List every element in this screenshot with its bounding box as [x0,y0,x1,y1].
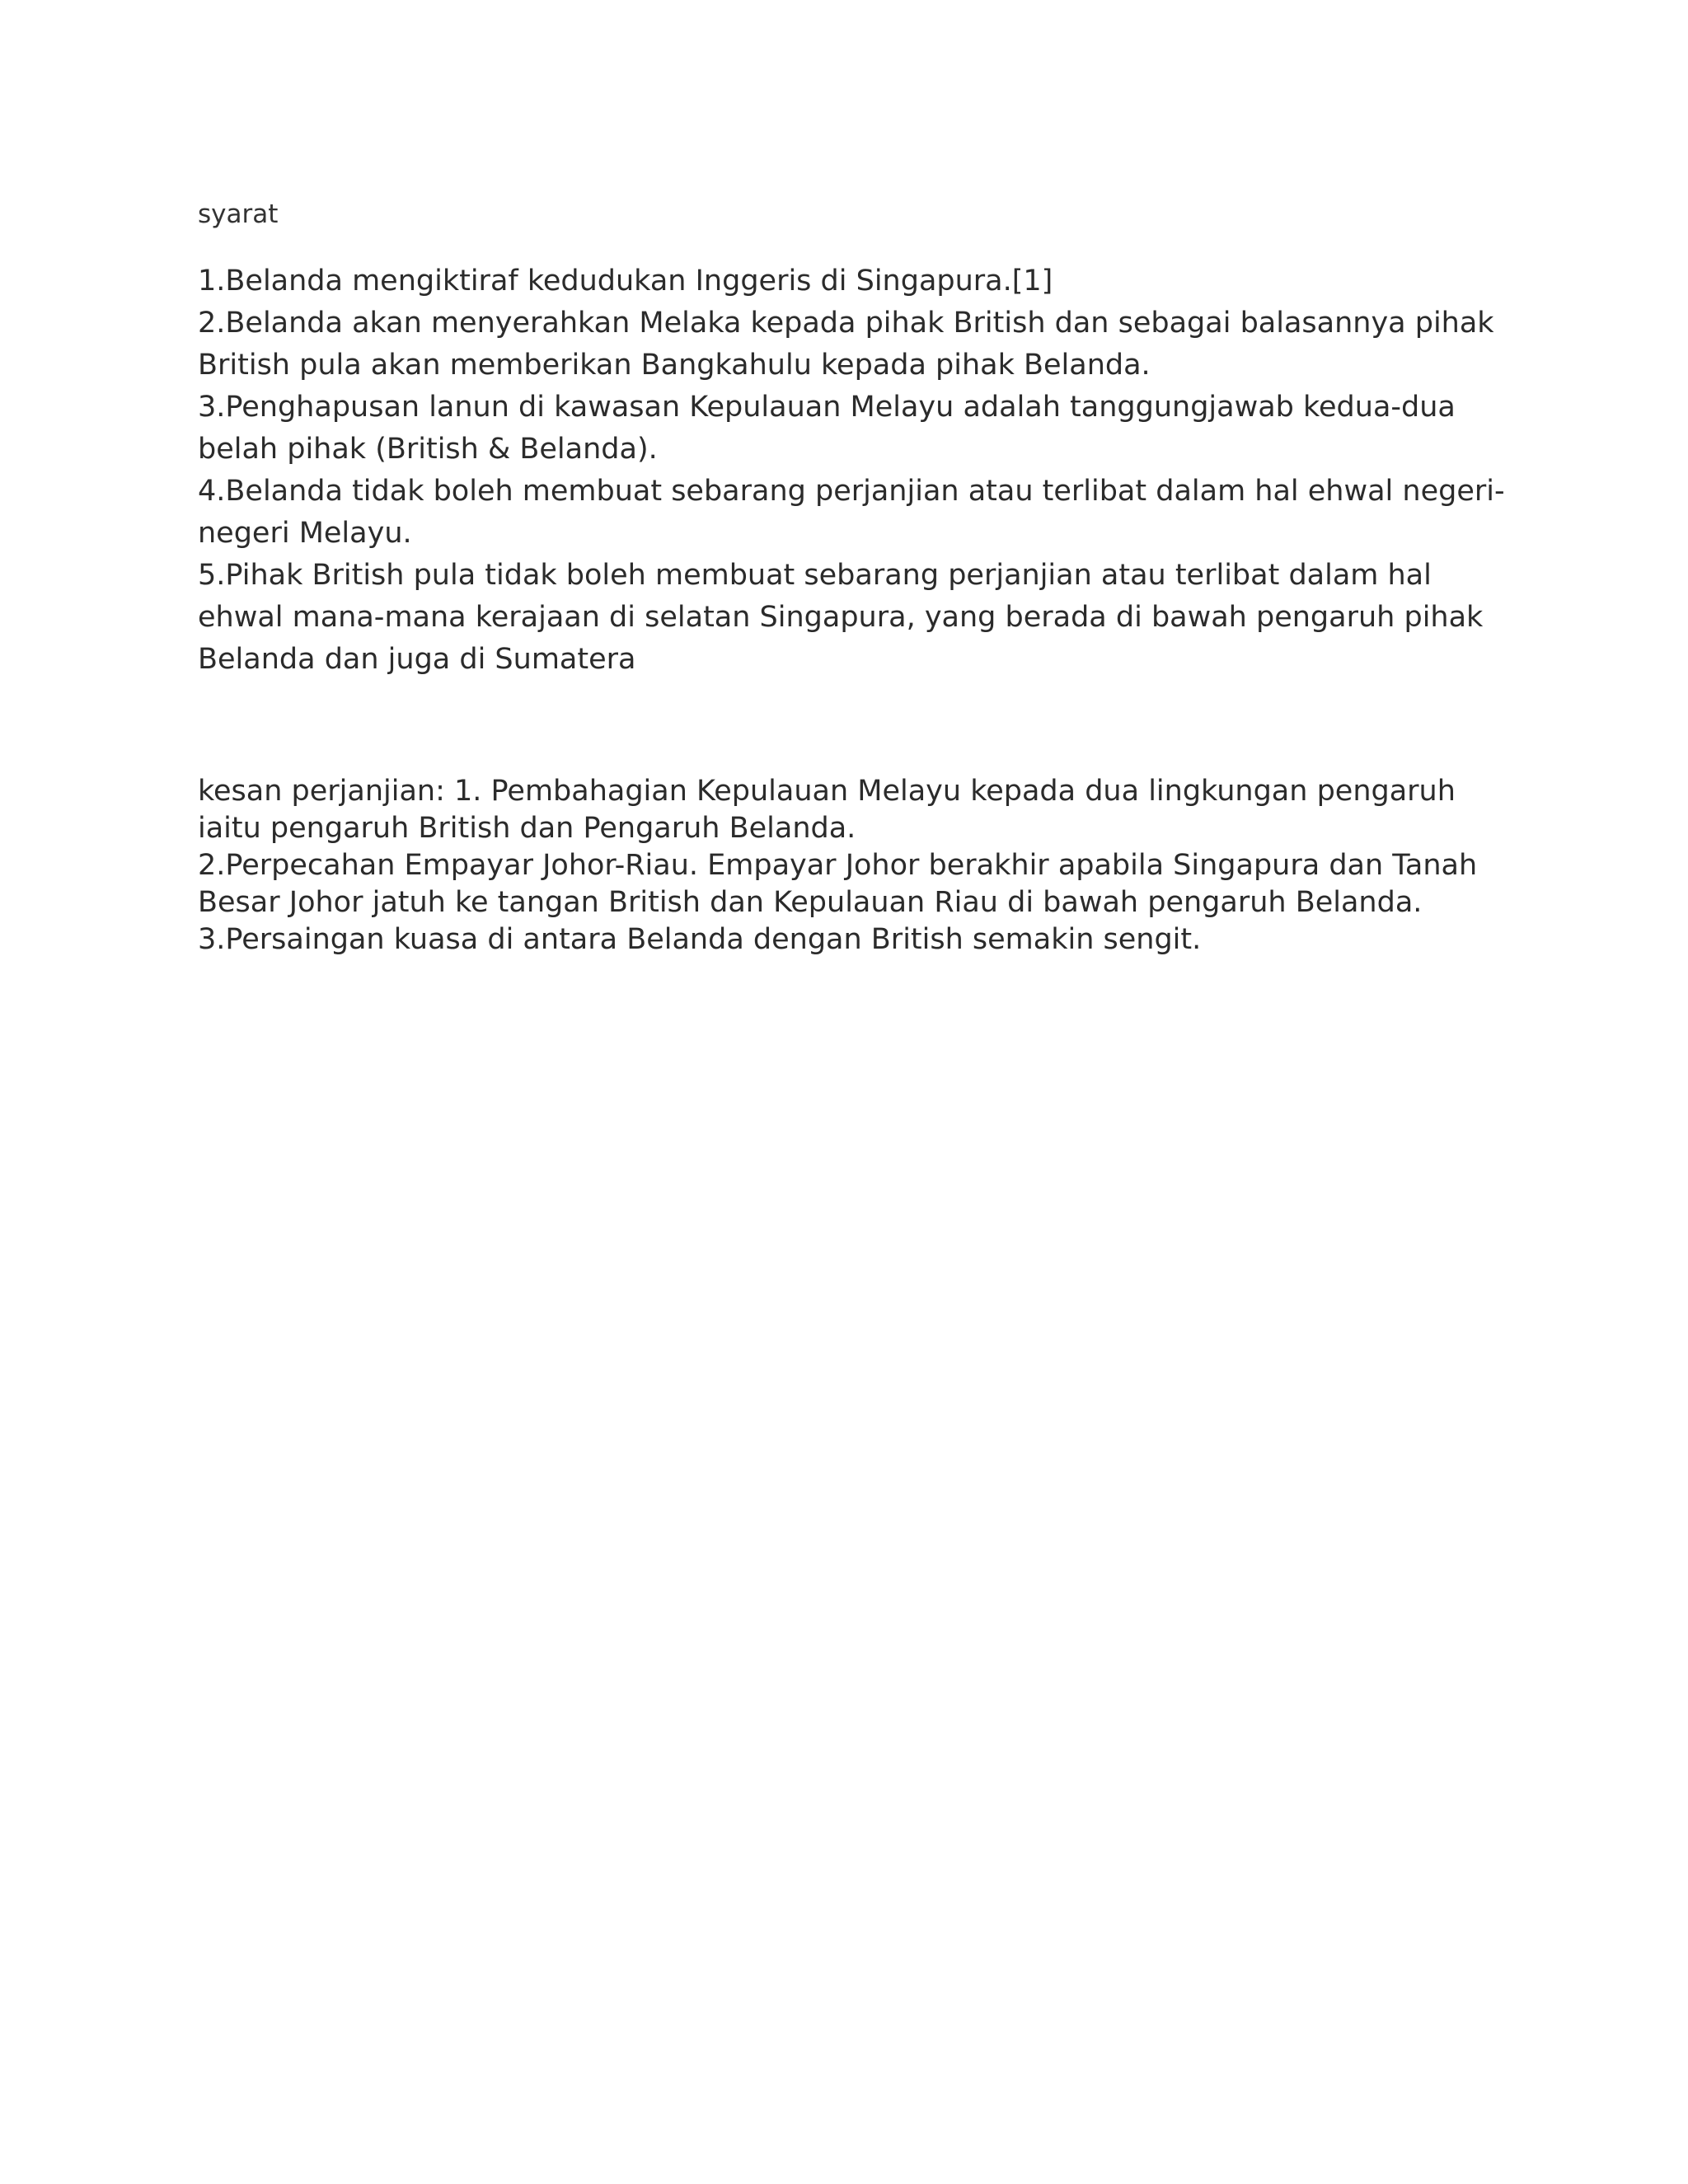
effect-item: 2.Perpecahan Empayar Johor-Riau. Empayar Johor berakhir apabila Singapura dan Tanah Besar Johor jatuh ke tangan British dan Kepulauan Riau di bawah pengaruh Belanda. [198,849,1478,919]
effect-item: kesan perjanjian: 1. Pembahagian Kepulauan Melayu kepada dua lingkungan pengaruh iaitu pengaruh British dan Pengaruh Belanda. [198,775,1456,845]
document-heading: syarat [198,199,279,229]
term-item: 5.Pihak British pula tidak boleh membuat sebarang perjanjian atau terlibat dalam hal ehwal mana-mana kerajaan di selatan Singapura, yang berada di bawah pengaruh pihak Belanda dan juga di Sumatera [198,559,1484,676]
term-item: 4.Belanda tidak boleh membuat sebarang perjanjian atau terlibat dalam hal ehwal negeri-negeri Melayu. [198,475,1505,550]
effect-item: 3.Persaingan kuasa di antara Belanda dengan British semakin sengit. [198,923,1202,956]
terms-section [198,260,1525,681]
term-item: 1.Belanda mengiktiraf kedudukan Inggeris di Singapura.[1] [198,265,1053,298]
document-page [198,196,1525,958]
term-item: 3.Penghapusan lanun di kawasan Kepulauan Melayu adalah tanggungjawab kedua-dua belah pihak (British & Belanda). [198,391,1456,466]
term-item: 2.Belanda akan menyerahkan Melaka kepada pihak British dan sebagai balasannya pihak British pula akan memberikan Bangkahulu kepada pihak Belanda. [198,307,1494,382]
effects-section [198,773,1525,958]
